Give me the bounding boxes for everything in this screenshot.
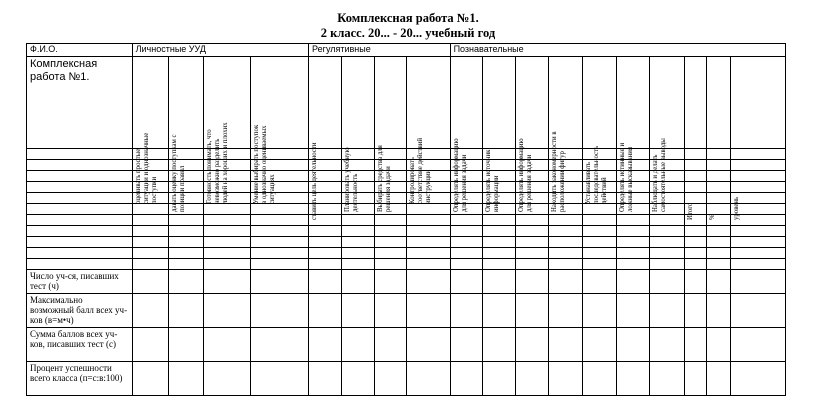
- column-header-label: Контролировать соответствие действий инструкции: [409, 137, 433, 204]
- table-cell: [374, 362, 407, 396]
- table-cell: [168, 237, 204, 248]
- table-cell: [204, 328, 250, 362]
- table-cell: [407, 215, 450, 226]
- table-cell: [549, 270, 583, 294]
- table-cell: [250, 328, 309, 362]
- table-cell: [731, 226, 786, 237]
- column-header-13: [582, 57, 616, 204]
- column-header-6: [341, 57, 374, 212]
- table-cell: [706, 226, 731, 237]
- table-cell: [309, 226, 342, 237]
- column-header-17: [706, 57, 731, 220]
- table-cell: [450, 328, 483, 362]
- table-cell: [309, 259, 342, 270]
- table-cell: [250, 259, 309, 270]
- work-title-cell: Комплексная работа №1.: [27, 57, 133, 149]
- summary-label-students: Число уч-ся, писавших тест (ч): [27, 270, 133, 294]
- table-cell: [27, 226, 133, 237]
- table-cell: [407, 294, 450, 328]
- table-cell: [168, 226, 204, 237]
- table-cell: [132, 259, 168, 270]
- table-cell: [250, 294, 309, 328]
- table-cell: [516, 328, 549, 362]
- table-cell: [204, 294, 250, 328]
- table-cell: [650, 215, 685, 226]
- table-cell: [650, 259, 685, 270]
- table-cell: [582, 248, 616, 259]
- table-cell: [132, 248, 168, 259]
- column-header-11: [516, 57, 549, 212]
- table-cell: [204, 226, 250, 237]
- table-cell: [516, 362, 549, 396]
- table-cell: [650, 226, 685, 237]
- summary-row: [27, 270, 786, 294]
- table-cell: [168, 248, 204, 259]
- table-cell: [731, 259, 786, 270]
- table-cell: [516, 270, 549, 294]
- table-cell: [483, 362, 516, 396]
- page-title: Комплексная работа №1.: [337, 11, 479, 25]
- table-cell: [341, 328, 374, 362]
- table-cell: [250, 237, 309, 248]
- table-cell: [374, 237, 407, 248]
- table-cell: [132, 270, 168, 294]
- table-cell: [27, 171, 133, 182]
- table-cell: [407, 204, 450, 215]
- table-cell: [132, 328, 168, 362]
- table-cell: [250, 226, 309, 237]
- table-cell: [341, 237, 374, 248]
- table-cell: [516, 237, 549, 248]
- student-row: [27, 226, 786, 237]
- column-header-9: [450, 57, 483, 212]
- column-header-label: уровень: [733, 196, 741, 220]
- table-cell: [516, 215, 549, 226]
- table-cell: [450, 248, 483, 259]
- student-row: [27, 237, 786, 248]
- table-cell: [549, 226, 583, 237]
- table-cell: [309, 270, 342, 294]
- table-cell: [168, 294, 204, 328]
- column-header-label: Планировать учебную деятельность: [343, 147, 359, 212]
- summary-row: [27, 294, 786, 328]
- table-cell: [341, 294, 374, 328]
- table-cell: [650, 294, 685, 328]
- table-cell: [309, 237, 342, 248]
- table-cell: [582, 362, 616, 396]
- table-cell: [27, 248, 133, 259]
- table-cell: [582, 204, 616, 215]
- table-cell: [685, 259, 707, 270]
- table-cell: [731, 237, 786, 248]
- table-cell: [407, 259, 450, 270]
- summary-row: [27, 362, 786, 396]
- results-table: [26, 43, 786, 396]
- column-header-label: Определять истинные и ложные высказывания: [618, 142, 634, 212]
- column-header-label: Готовность понимать, что невозможно разделить людей на хороших и плохих: [206, 122, 230, 204]
- column-header-1: [132, 57, 168, 204]
- cognitive-group-header: Познавательные: [450, 44, 785, 57]
- table-cell: [374, 259, 407, 270]
- table-cell: [27, 182, 133, 193]
- table-cell: [204, 237, 250, 248]
- table-cell: [685, 237, 707, 248]
- column-header-15: [650, 57, 685, 212]
- table-cell: [549, 328, 583, 362]
- table-cell: [616, 226, 650, 237]
- table-cell: [706, 362, 731, 396]
- table-cell: [450, 294, 483, 328]
- student-row: [27, 259, 786, 270]
- table-cell: [706, 237, 731, 248]
- table-cell: [250, 362, 309, 396]
- table-cell: [616, 215, 650, 226]
- table-cell: [450, 237, 483, 248]
- table-cell: [616, 237, 650, 248]
- table-cell: [168, 215, 204, 226]
- page-subtitle: 2 класс. 20... - 20... учебный год: [320, 26, 496, 40]
- table-cell: [582, 215, 616, 226]
- table-cell: [374, 294, 407, 328]
- table-cell: [616, 259, 650, 270]
- table-cell: [132, 362, 168, 396]
- table-cell: [616, 362, 650, 396]
- column-header-12: [549, 57, 583, 212]
- column-header-label: Выбирать средства для решения задачи: [376, 145, 392, 212]
- table-cell: [132, 237, 168, 248]
- table-cell: [685, 328, 707, 362]
- column-header-label: давать оценку поступкам с позиции правил: [170, 134, 186, 212]
- table-cell: [450, 226, 483, 237]
- table-cell: [407, 237, 450, 248]
- student-row: [27, 204, 786, 215]
- table-cell: [483, 226, 516, 237]
- table-cell: [309, 362, 342, 396]
- table-cell: [341, 362, 374, 396]
- table-cell: [27, 193, 133, 204]
- table-cell: [706, 259, 731, 270]
- table-cell: [450, 270, 483, 294]
- column-header-label: ставить цель деятельности: [311, 142, 319, 220]
- column-header-18: [731, 57, 786, 220]
- table-cell: [616, 328, 650, 362]
- column-header-label: Определять информацию для решения задачи: [518, 138, 534, 212]
- table-cell: [341, 259, 374, 270]
- table-cell: [27, 215, 133, 226]
- table-cell: [685, 294, 707, 328]
- regulatory-group-header: Регулятивные: [309, 44, 451, 57]
- table-cell: [407, 248, 450, 259]
- table-cell: [407, 362, 450, 396]
- table-cell: [483, 215, 516, 226]
- table-cell: [374, 226, 407, 237]
- group-header-row: [27, 44, 786, 57]
- table-cell: [650, 362, 685, 396]
- table-cell: [650, 270, 685, 294]
- column-header-2: [168, 57, 204, 212]
- table-cell: [685, 270, 707, 294]
- table-cell: [309, 248, 342, 259]
- table-cell: [309, 328, 342, 362]
- column-header-label: Наблюдать и делать самостоятельные выводы: [652, 138, 668, 212]
- table-cell: [685, 248, 707, 259]
- table-cell: [549, 248, 583, 259]
- table-cell: [204, 248, 250, 259]
- table-cell: [582, 237, 616, 248]
- table-cell: [450, 362, 483, 396]
- summary-label-max-score: Максимально возможный балл всех уч-ков (в=м•ч): [27, 294, 133, 328]
- summary-label-score-sum: Сумма баллов всех уч-ков, писавших тест (с): [27, 328, 133, 362]
- table-cell: [374, 328, 407, 362]
- table-cell: [706, 248, 731, 259]
- table-cell: [549, 215, 583, 226]
- table-cell: [650, 248, 685, 259]
- table-cell: [204, 204, 250, 215]
- table-cell: [516, 248, 549, 259]
- table-cell: [341, 248, 374, 259]
- table-cell: [341, 226, 374, 237]
- table-cell: [450, 259, 483, 270]
- table-cell: [483, 237, 516, 248]
- table-cell: [685, 226, 707, 237]
- table-cell: [132, 294, 168, 328]
- table-cell: [483, 248, 516, 259]
- column-header-16: [685, 57, 707, 220]
- table-cell: [731, 362, 786, 396]
- table-cell: [132, 215, 168, 226]
- table-cell: [731, 294, 786, 328]
- table-cell: [168, 259, 204, 270]
- column-header-8: [407, 57, 450, 204]
- table-cell: [731, 248, 786, 259]
- column-header-label: оценивать простые ситуации и однозначные поступки: [134, 132, 158, 204]
- table-cell: [407, 270, 450, 294]
- table-cell: [374, 248, 407, 259]
- table-cell: [616, 294, 650, 328]
- table-cell: [341, 215, 374, 226]
- column-header-label: Определять информацию для решения задачи: [452, 138, 468, 212]
- column-header-label: %: [708, 214, 716, 220]
- table-cell: [650, 237, 685, 248]
- column-header-14: [616, 57, 650, 212]
- table-cell: [549, 294, 583, 328]
- table-cell: [250, 270, 309, 294]
- table-cell: [483, 270, 516, 294]
- table-cell: [483, 294, 516, 328]
- table-cell: [582, 328, 616, 362]
- table-cell: [706, 294, 731, 328]
- table-cell: [168, 362, 204, 396]
- table-cell: [27, 259, 133, 270]
- table-cell: [731, 328, 786, 362]
- column-header-5: [309, 57, 342, 220]
- table-cell: [374, 270, 407, 294]
- table-cell: [516, 259, 549, 270]
- fio-header: Ф.И.О.: [27, 44, 133, 57]
- table-cell: [650, 328, 685, 362]
- summary-label-success-rate: Процент успешности всего класса (п=с:в:100): [27, 362, 133, 396]
- table-cell: [27, 160, 133, 171]
- table-cell: [27, 237, 133, 248]
- column-header-3: [204, 57, 250, 204]
- table-cell: [204, 270, 250, 294]
- student-row: [27, 248, 786, 259]
- table-cell: [204, 362, 250, 396]
- table-cell: [582, 226, 616, 237]
- table-cell: [27, 149, 133, 160]
- table-cell: [549, 362, 583, 396]
- table-cell: [685, 362, 707, 396]
- table-cell: [582, 270, 616, 294]
- column-header-label: Находить закономерности в расположении фигур: [551, 131, 566, 212]
- table-cell: [582, 259, 616, 270]
- column-header-label: Умение выбирать поступок в однозначно оцениваемых ситуациях: [252, 124, 276, 204]
- table-cell: [204, 215, 250, 226]
- column-header-row: [27, 57, 786, 149]
- column-header-label: Устанавливать последовательность действий: [584, 145, 608, 204]
- table-cell: [168, 270, 204, 294]
- table-cell: [132, 226, 168, 237]
- personal-group-header: Личностные УУД: [132, 44, 308, 57]
- column-header-label: Определять источник информации: [485, 149, 501, 212]
- column-header-4: [250, 57, 309, 204]
- table-cell: [341, 270, 374, 294]
- table-cell: [582, 294, 616, 328]
- table-cell: [204, 259, 250, 270]
- summary-row: [27, 328, 786, 362]
- student-row: [27, 215, 786, 226]
- table-cell: [483, 328, 516, 362]
- table-cell: [132, 204, 168, 215]
- table-cell: [27, 204, 133, 215]
- table-cell: [168, 328, 204, 362]
- table-cell: [250, 248, 309, 259]
- table-cell: [250, 204, 309, 215]
- table-cell: [549, 237, 583, 248]
- table-cell: [516, 294, 549, 328]
- table-cell: [374, 215, 407, 226]
- table-cell: [450, 215, 483, 226]
- table-cell: [407, 328, 450, 362]
- table-cell: [706, 270, 731, 294]
- column-header-label: Итого: [687, 202, 695, 220]
- table-cell: [616, 248, 650, 259]
- table-cell: [250, 215, 309, 226]
- table-cell: [731, 270, 786, 294]
- table-cell: [516, 226, 549, 237]
- column-header-7: [374, 57, 407, 212]
- table-cell: [549, 259, 583, 270]
- table-cell: [706, 328, 731, 362]
- table-cell: [309, 294, 342, 328]
- table-cell: [407, 226, 450, 237]
- table-cell: [616, 270, 650, 294]
- column-header-10: [483, 57, 516, 212]
- table-cell: [483, 259, 516, 270]
